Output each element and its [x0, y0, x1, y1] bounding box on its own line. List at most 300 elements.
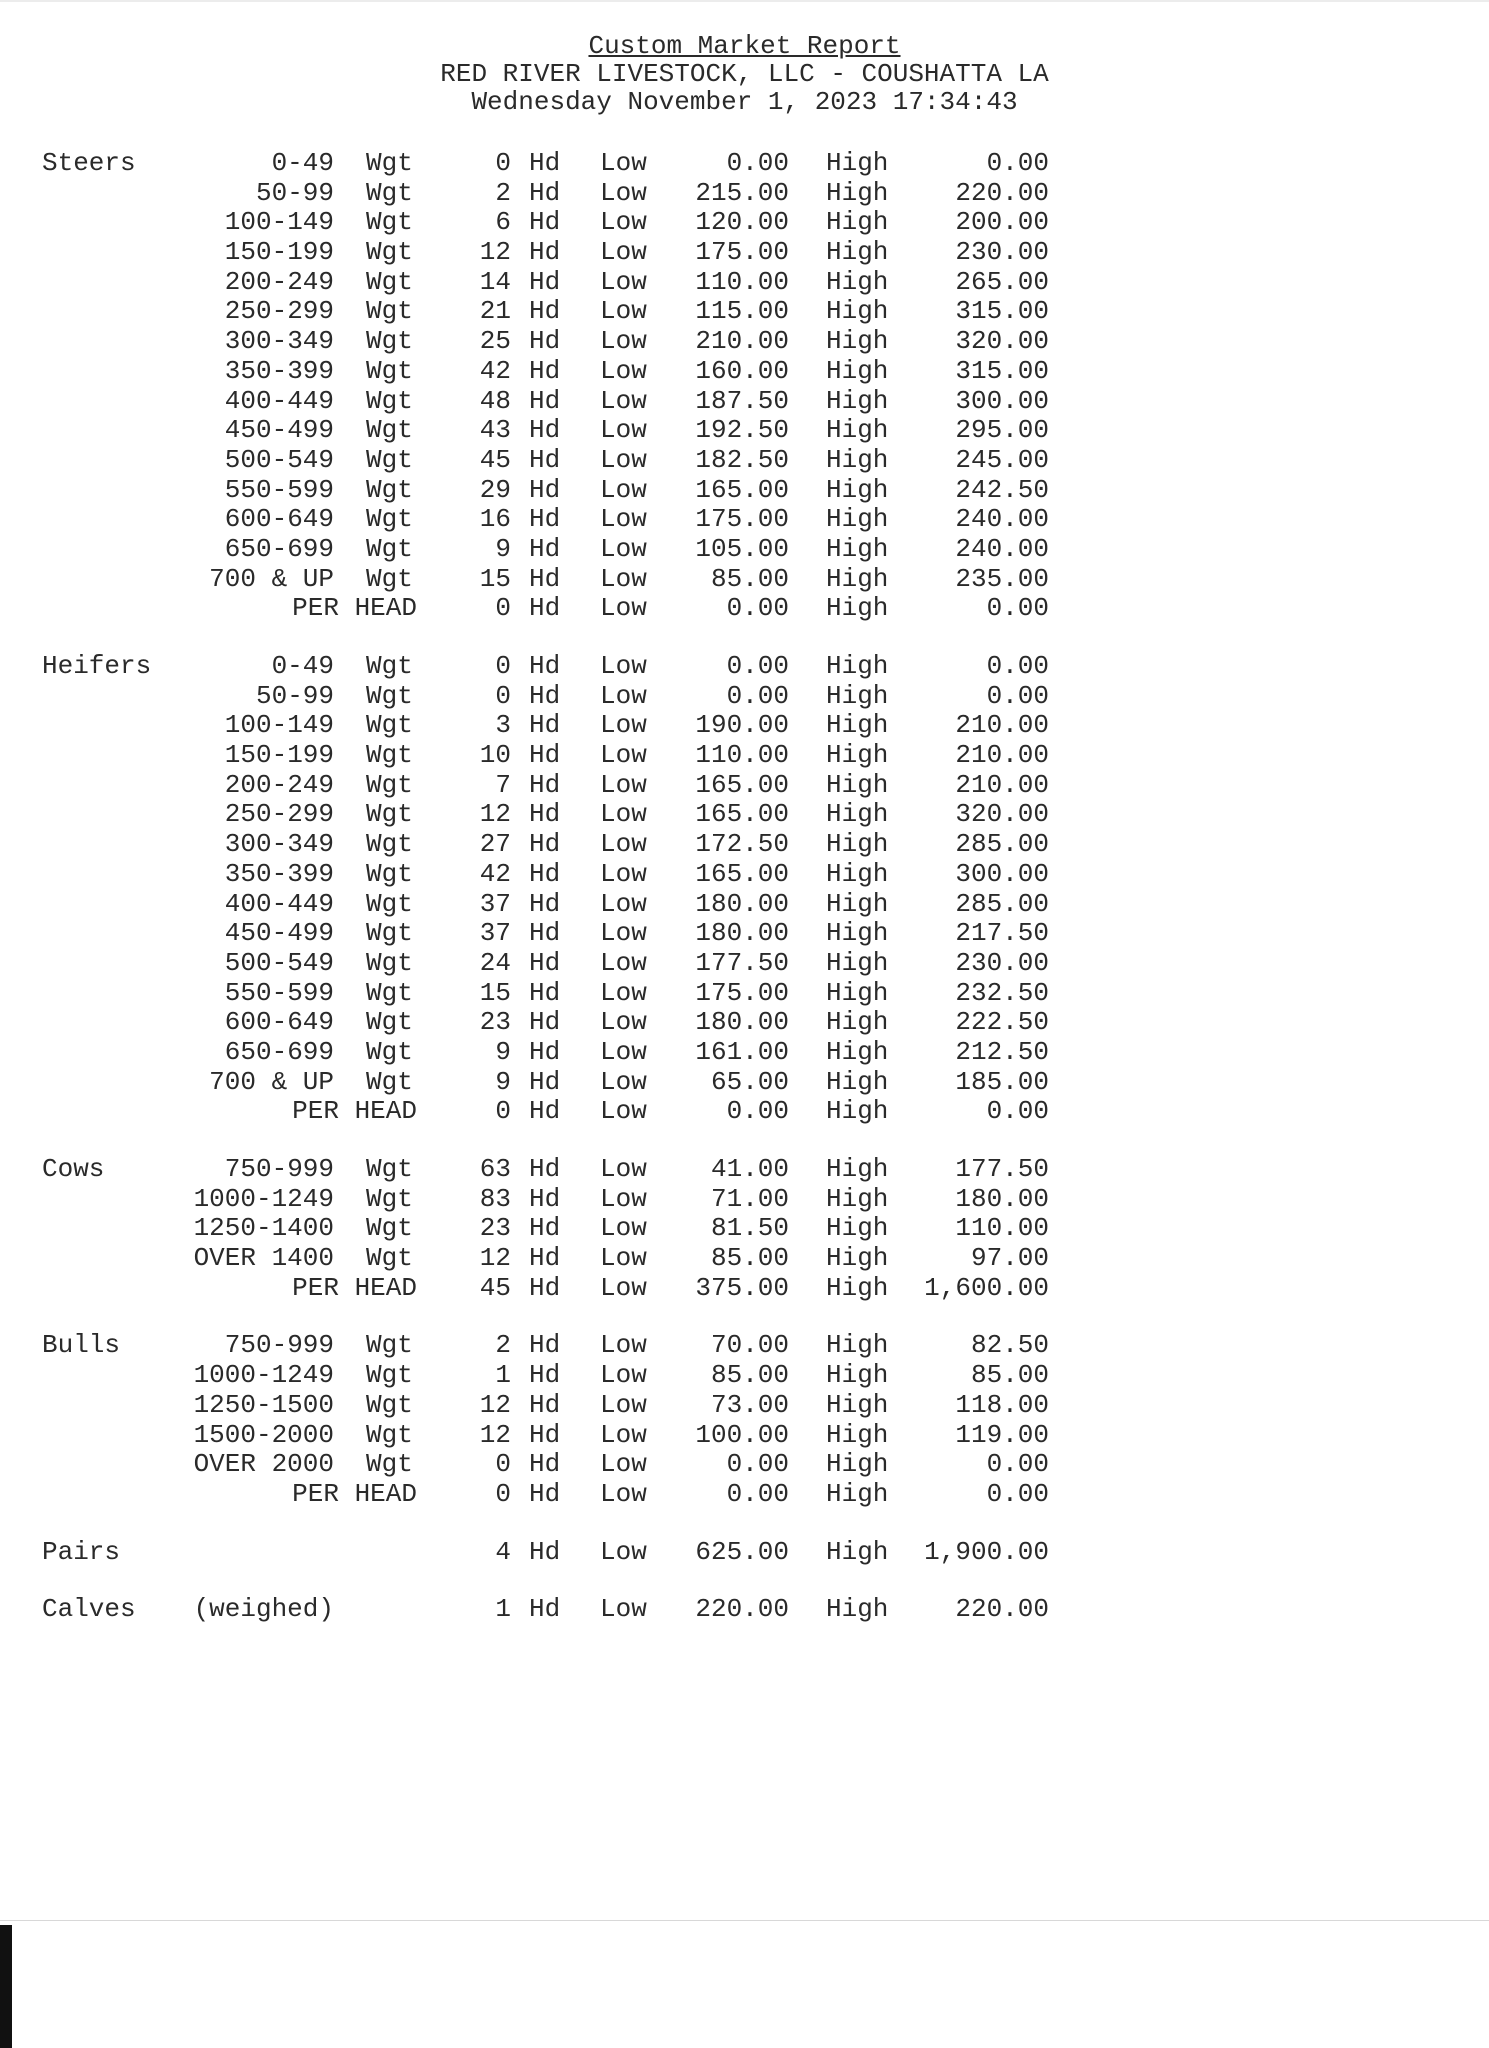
unit-label: Wgt — [366, 740, 413, 771]
low-label: Low — [600, 474, 647, 505]
section-calves — [0, 1594, 1489, 1624]
low-label: Low — [600, 355, 647, 386]
table-row — [0, 829, 1489, 859]
unit-label: Wgt — [366, 710, 413, 741]
low-price: 0.00 — [726, 593, 789, 624]
hd-label: Hd — [529, 1243, 561, 1274]
section-steers — [0, 148, 1489, 623]
low-label: Low — [600, 1007, 647, 1038]
head-count: 14 — [479, 266, 511, 297]
unit-label: Wgt — [366, 947, 413, 978]
low-price: 0.00 — [726, 1449, 789, 1480]
weight-range: 550-599 — [224, 977, 334, 1008]
head-count: 25 — [479, 326, 511, 357]
table-row — [0, 207, 1489, 237]
hd-label: Hd — [529, 680, 561, 711]
low-price: 180.00 — [695, 888, 789, 919]
high-label: High — [826, 1066, 889, 1097]
low-label: Low — [600, 1066, 647, 1097]
unit-label: Wgt — [366, 1449, 413, 1480]
weight-range: 700 & UP — [209, 1066, 334, 1097]
high-price: 235.00 — [955, 563, 1049, 594]
hd-label: Hd — [529, 829, 561, 860]
table-row — [0, 681, 1489, 711]
high-price: 320.00 — [955, 799, 1049, 830]
head-count: 48 — [479, 385, 511, 416]
high-price: 0.00 — [986, 651, 1049, 681]
head-count: 29 — [479, 474, 511, 505]
high-price: 1,900.00 — [924, 1536, 1049, 1567]
weight-range: 700 & UP — [209, 563, 334, 594]
weight-range: 600-649 — [224, 1007, 334, 1038]
high-price: 0.00 — [986, 680, 1049, 711]
high-price: 1,600.00 — [924, 1272, 1049, 1303]
low-label: Low — [600, 504, 647, 535]
hd-label: Hd — [529, 799, 561, 830]
hd-label: Hd — [529, 1419, 561, 1450]
hd-label: Hd — [529, 444, 561, 475]
weight-range: 150-199 — [224, 237, 334, 268]
high-label: High — [826, 385, 889, 416]
table-row — [0, 237, 1489, 267]
low-label: Low — [600, 1389, 647, 1420]
high-price: 265.00 — [955, 266, 1049, 297]
high-label: High — [826, 504, 889, 535]
unit-label: Wgt — [366, 207, 413, 238]
low-label: Low — [600, 769, 647, 800]
high-price: 285.00 — [955, 888, 1049, 919]
high-label: High — [826, 148, 889, 178]
low-label: Low — [600, 177, 647, 208]
high-price: 232.50 — [955, 977, 1049, 1008]
table-row — [0, 859, 1489, 889]
hd-label: Hd — [529, 1154, 561, 1184]
weight-range: (weighed) — [193, 1594, 334, 1625]
head-count: 9 — [495, 533, 511, 564]
high-label: High — [826, 977, 889, 1008]
section-bulls — [0, 1330, 1489, 1508]
high-price: 210.00 — [955, 710, 1049, 741]
weight-range: 250-299 — [224, 296, 334, 327]
high-price: 210.00 — [955, 740, 1049, 771]
unit-label: Wgt — [366, 326, 413, 357]
page-top-edge — [0, 0, 1489, 2]
low-price: 71.00 — [710, 1183, 789, 1214]
hd-label: Hd — [529, 237, 561, 268]
head-count: 27 — [479, 829, 511, 860]
low-price: 160.00 — [695, 355, 789, 386]
report-title: Custom Market Report — [588, 31, 901, 61]
low-label: Low — [600, 563, 647, 594]
hd-label: Hd — [529, 266, 561, 297]
table-row — [0, 799, 1489, 829]
category-label: Cows — [42, 1154, 105, 1184]
low-label: Low — [600, 680, 647, 711]
high-price: 200.00 — [955, 207, 1049, 238]
weight-range: 100-149 — [224, 710, 334, 741]
low-price: 165.00 — [695, 474, 789, 505]
weight-range: 750-999 — [224, 1154, 334, 1184]
high-label: High — [826, 1360, 889, 1391]
high-label: High — [826, 1007, 889, 1038]
weight-range: 1250-1400 — [193, 1213, 334, 1244]
low-label: Low — [600, 207, 647, 238]
scan-edge — [0, 1925, 12, 2048]
hd-label: Hd — [529, 1389, 561, 1420]
head-count: 0 — [495, 1478, 511, 1509]
low-price: 180.00 — [695, 1007, 789, 1038]
head-count: 9 — [495, 1066, 511, 1097]
head-count: 21 — [479, 296, 511, 327]
unit-label: PER HEAD — [292, 593, 417, 624]
weight-range: 250-299 — [224, 799, 334, 830]
unit-label: PER HEAD — [292, 1272, 417, 1303]
table-row — [0, 948, 1489, 978]
high-label: High — [826, 710, 889, 741]
weight-range: 200-249 — [224, 266, 334, 297]
section-pairs — [0, 1537, 1489, 1567]
low-price: 210.00 — [695, 326, 789, 357]
hd-label: Hd — [529, 918, 561, 949]
low-price: 0.00 — [726, 148, 789, 178]
low-price: 85.00 — [710, 1360, 789, 1391]
high-price: 240.00 — [955, 533, 1049, 564]
hd-label: Hd — [529, 710, 561, 741]
high-price: 300.00 — [955, 385, 1049, 416]
weight-range: 50-99 — [255, 680, 334, 711]
table-row — [0, 356, 1489, 386]
high-price: 295.00 — [955, 415, 1049, 446]
high-label: High — [826, 799, 889, 830]
unit-label: Wgt — [366, 296, 413, 327]
low-price: 161.00 — [695, 1036, 789, 1067]
low-price: 215.00 — [695, 177, 789, 208]
table-row — [0, 1243, 1489, 1273]
table-row — [0, 267, 1489, 297]
low-label: Low — [600, 533, 647, 564]
low-price: 172.50 — [695, 829, 789, 860]
high-price: 300.00 — [955, 858, 1049, 889]
unit-label: Wgt — [366, 1066, 413, 1097]
head-count: 0 — [495, 651, 511, 681]
low-price: 165.00 — [695, 858, 789, 889]
report-header — [0, 32, 1489, 116]
unit-label: Wgt — [366, 385, 413, 416]
low-label: Low — [600, 1478, 647, 1509]
high-label: High — [826, 533, 889, 564]
unit-label: Wgt — [366, 1036, 413, 1067]
high-label: High — [826, 593, 889, 624]
high-label: High — [826, 918, 889, 949]
head-count: 2 — [495, 1330, 511, 1361]
unit-label: Wgt — [366, 888, 413, 919]
table-row — [0, 475, 1489, 505]
high-label: High — [826, 1419, 889, 1450]
table-row — [0, 445, 1489, 475]
high-label: High — [826, 1183, 889, 1214]
company-name: RED RIVER LIVESTOCK, LLC - COUSHATTA LA — [440, 59, 1049, 89]
hd-label: Hd — [529, 474, 561, 505]
head-count: 12 — [479, 1243, 511, 1274]
high-label: High — [826, 1536, 889, 1567]
low-price: 105.00 — [695, 533, 789, 564]
unit-label: Wgt — [366, 563, 413, 594]
head-count: 12 — [479, 1419, 511, 1450]
low-price: 0.00 — [726, 651, 789, 681]
low-price: 175.00 — [695, 237, 789, 268]
table-row — [0, 1096, 1489, 1126]
unit-label: Wgt — [366, 1419, 413, 1450]
low-label: Low — [600, 1036, 647, 1067]
low-label: Low — [600, 296, 647, 327]
table-row — [0, 1360, 1489, 1390]
unit-label: Wgt — [366, 504, 413, 535]
head-count: 0 — [495, 1449, 511, 1480]
low-price: 625.00 — [695, 1536, 789, 1567]
table-row — [0, 1479, 1489, 1509]
category-label: Calves — [42, 1594, 136, 1625]
unit-label: PER HEAD — [292, 1096, 417, 1127]
high-price: 222.50 — [955, 1007, 1049, 1038]
low-price: 81.50 — [710, 1213, 789, 1244]
hd-label: Hd — [529, 415, 561, 446]
unit-label: Wgt — [366, 1243, 413, 1274]
high-price: 0.00 — [986, 1449, 1049, 1480]
high-price: 118.00 — [955, 1389, 1049, 1420]
low-label: Low — [600, 1213, 647, 1244]
head-count: 0 — [495, 680, 511, 711]
category-label: Steers — [42, 148, 136, 178]
high-label: High — [826, 1096, 889, 1127]
high-price: 230.00 — [955, 237, 1049, 268]
high-label: High — [826, 444, 889, 475]
table-row — [0, 978, 1489, 1008]
high-label: High — [826, 1330, 889, 1361]
unit-label: Wgt — [366, 148, 413, 178]
hd-label: Hd — [529, 563, 561, 594]
weight-range: 1000-1249 — [193, 1360, 334, 1391]
high-label: High — [826, 947, 889, 978]
low-price: 165.00 — [695, 769, 789, 800]
high-price: 177.50 — [955, 1154, 1049, 1184]
table-row — [0, 1067, 1489, 1097]
table-row — [0, 386, 1489, 416]
low-label: Low — [600, 1154, 647, 1184]
high-label: High — [826, 1154, 889, 1184]
head-count: 45 — [479, 1272, 511, 1303]
low-label: Low — [600, 888, 647, 919]
head-count: 0 — [495, 1096, 511, 1127]
table-row — [0, 1537, 1489, 1567]
weight-range: 300-349 — [224, 829, 334, 860]
weight-range: 0-49 — [271, 148, 334, 178]
high-label: High — [826, 237, 889, 268]
high-label: High — [826, 1478, 889, 1509]
hd-label: Hd — [529, 1272, 561, 1303]
head-count: 4 — [495, 1536, 511, 1567]
unit-label: Wgt — [366, 651, 413, 681]
head-count: 63 — [479, 1154, 511, 1184]
hd-label: Hd — [529, 1007, 561, 1038]
head-count: 0 — [495, 593, 511, 624]
high-price: 315.00 — [955, 355, 1049, 386]
low-label: Low — [600, 1536, 647, 1567]
table-row — [0, 1007, 1489, 1037]
high-label: High — [826, 1272, 889, 1303]
low-label: Low — [600, 799, 647, 830]
low-label: Low — [600, 1360, 647, 1391]
market-report-table — [0, 148, 1489, 1652]
table-row — [0, 326, 1489, 356]
table-row — [0, 564, 1489, 594]
low-label: Low — [600, 1272, 647, 1303]
high-price: 242.50 — [955, 474, 1049, 505]
table-row — [0, 1390, 1489, 1420]
low-label: Low — [600, 918, 647, 949]
head-count: 83 — [479, 1183, 511, 1214]
hd-label: Hd — [529, 593, 561, 624]
high-price: 220.00 — [955, 177, 1049, 208]
unit-label: Wgt — [366, 355, 413, 386]
weight-range: 1250-1500 — [193, 1389, 334, 1420]
low-price: 190.00 — [695, 710, 789, 741]
hd-label: Hd — [529, 1594, 561, 1625]
low-label: Low — [600, 651, 647, 681]
unit-label: Wgt — [366, 237, 413, 268]
low-label: Low — [600, 858, 647, 889]
low-price: 375.00 — [695, 1272, 789, 1303]
hd-label: Hd — [529, 326, 561, 357]
weight-range: 300-349 — [224, 326, 334, 357]
high-price: 82.50 — [970, 1330, 1049, 1361]
high-label: High — [826, 1213, 889, 1244]
head-count: 42 — [479, 355, 511, 386]
weight-range: 650-699 — [224, 533, 334, 564]
weight-range: 1500-2000 — [193, 1419, 334, 1450]
table-row — [0, 710, 1489, 740]
high-label: High — [826, 1389, 889, 1420]
hd-label: Hd — [529, 504, 561, 535]
high-price: 212.50 — [955, 1036, 1049, 1067]
low-label: Low — [600, 1096, 647, 1127]
high-price: 119.00 — [955, 1419, 1049, 1450]
weight-range: 200-249 — [224, 769, 334, 800]
head-count: 15 — [479, 977, 511, 1008]
high-price: 217.50 — [955, 918, 1049, 949]
low-price: 120.00 — [695, 207, 789, 238]
table-row — [0, 534, 1489, 564]
head-count: 45 — [479, 444, 511, 475]
head-count: 23 — [479, 1007, 511, 1038]
head-count: 2 — [495, 177, 511, 208]
high-label: High — [826, 415, 889, 446]
table-row — [0, 296, 1489, 326]
table-row — [0, 1213, 1489, 1243]
hd-label: Hd — [529, 947, 561, 978]
unit-label: Wgt — [366, 415, 413, 446]
table-row — [0, 1273, 1489, 1303]
hd-label: Hd — [529, 1036, 561, 1067]
low-label: Low — [600, 444, 647, 475]
table-row — [0, 1594, 1489, 1624]
hd-label: Hd — [529, 858, 561, 889]
head-count: 23 — [479, 1213, 511, 1244]
low-price: 220.00 — [695, 1594, 789, 1625]
low-label: Low — [600, 1419, 647, 1450]
table-row — [0, 918, 1489, 948]
head-count: 6 — [495, 207, 511, 238]
weight-range: 500-549 — [224, 947, 334, 978]
head-count: 37 — [479, 918, 511, 949]
table-row — [0, 651, 1489, 681]
high-price: 97.00 — [970, 1243, 1049, 1274]
unit-label: Wgt — [366, 533, 413, 564]
high-label: High — [826, 740, 889, 771]
high-label: High — [826, 769, 889, 800]
high-label: High — [826, 651, 889, 681]
hd-label: Hd — [529, 207, 561, 238]
head-count: 16 — [479, 504, 511, 535]
high-price: 240.00 — [955, 504, 1049, 535]
head-count: 43 — [479, 415, 511, 446]
high-label: High — [826, 326, 889, 357]
category-label: Pairs — [42, 1536, 121, 1567]
unit-label: Wgt — [366, 266, 413, 297]
weight-range: 400-449 — [224, 888, 334, 919]
hd-label: Hd — [529, 1096, 561, 1127]
hd-label: Hd — [529, 740, 561, 771]
high-label: High — [826, 829, 889, 860]
high-price: 180.00 — [955, 1183, 1049, 1214]
low-price: 0.00 — [726, 1096, 789, 1127]
low-label: Low — [600, 385, 647, 416]
low-label: Low — [600, 1330, 647, 1361]
high-price: 0.00 — [986, 148, 1049, 178]
page-divider — [0, 1920, 1489, 1921]
low-price: 165.00 — [695, 799, 789, 830]
low-label: Low — [600, 1243, 647, 1274]
low-price: 85.00 — [710, 1243, 789, 1274]
unit-label: Wgt — [366, 1360, 413, 1391]
low-label: Low — [600, 1183, 647, 1214]
low-price: 110.00 — [695, 740, 789, 771]
low-price: 41.00 — [710, 1154, 789, 1184]
low-label: Low — [600, 266, 647, 297]
hd-label: Hd — [529, 1066, 561, 1097]
unit-label: Wgt — [366, 1183, 413, 1214]
weight-range: 550-599 — [224, 474, 334, 505]
high-price: 320.00 — [955, 326, 1049, 357]
low-label: Low — [600, 593, 647, 624]
high-label: High — [826, 563, 889, 594]
category-label: Bulls — [42, 1330, 121, 1361]
head-count: 1 — [495, 1594, 511, 1625]
low-label: Low — [600, 237, 647, 268]
low-price: 187.50 — [695, 385, 789, 416]
weight-range: 450-499 — [224, 918, 334, 949]
high-label: High — [826, 1449, 889, 1480]
section-cows — [0, 1154, 1489, 1302]
high-label: High — [826, 207, 889, 238]
high-label: High — [826, 858, 889, 889]
hd-label: Hd — [529, 296, 561, 327]
unit-label: Wgt — [366, 977, 413, 1008]
low-price: 182.50 — [695, 444, 789, 475]
hd-label: Hd — [529, 1536, 561, 1567]
high-label: High — [826, 680, 889, 711]
high-label: High — [826, 474, 889, 505]
hd-label: Hd — [529, 769, 561, 800]
